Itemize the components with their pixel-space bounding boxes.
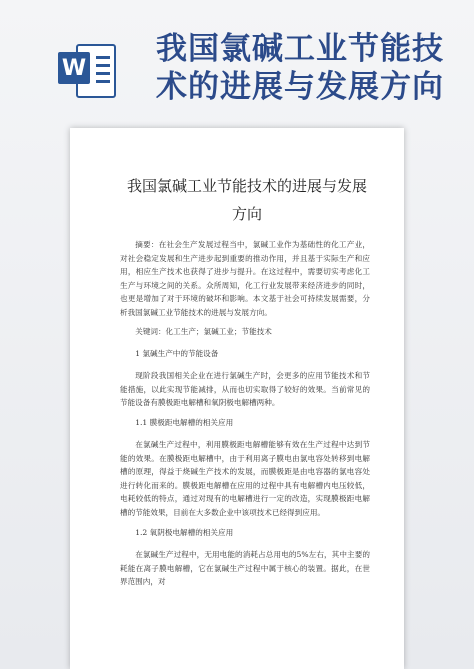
document-page <box>70 128 404 669</box>
section-1-heading: 1 氯碱生产中的节能设备 <box>135 349 219 358</box>
banner-title: 我国氯碱工业节能技术的进展与发展方向 <box>156 31 444 105</box>
header-banner <box>0 0 474 112</box>
word-document-icon <box>58 40 114 98</box>
section-1-2-heading: 1.2 氧阴极电解槽的相关应用 <box>135 528 234 537</box>
keywords-line: 关键词：化工生产；氯碱工业；节能技术 <box>135 327 272 336</box>
abstract-paragraph: 摘要：在社会生产发展过程当中，氯碱工业作为基础性的化工产业，对社会稳定发展和生产进步起到重要的推动作用，并且基于实际生产和应用，相应生产技术也获得了进步与提升。在这过程中，需要切实考虑化工生产与环境之间的关系。众所周知，化工行业发展带来经济进步的同时，也更是增加了对于环境的破坏和影响。本文基于社会可持续发展需要，分析我国氯碱工业节能技术的进展与发展方向。 <box>120 240 370 317</box>
word-badge: W <box>58 52 90 84</box>
section-1-1-paragraph: 在氯碱生产过程中，利用膜极距电解槽能够有效在生产过程中达到节能的效果。在膜极距电解槽中，由于利用离子膜电由氯电容处转移到电解槽的原理，得益于烧碱生产技术的发展，而膜极距是由电容器的氯电容处进行转化而来的。膜极距电解槽在应用的过程中具有电解槽内电压较低，电耗较低的特点，通过对现有的电解槽进行一定的改造，实现膜极距电解槽的节能效果，目前在大多数企业中该项技术已经得到应用。 <box>120 440 370 517</box>
document-title: 我国氯碱工业节能技术的进展与发展方向 <box>126 177 367 223</box>
section-1-2-paragraph: 在氯碱生产过程中，无用电能的消耗占总用电的5%左右，其中主要的耗能在离子膜电解槽，它在氯碱生产过程中属于核心的装置。据此，在世界范围内，对 <box>120 550 370 586</box>
section-1-paragraph: 现阶段我国相关企业在进行氯碱生产时，会更多的应用节能技术和节能措施，以此实现节能减排，从而也切实取得了较好的效果。当前常见的节能设备有膜极距电解槽和氧阴极电解槽两种。 <box>120 371 370 407</box>
section-1-1-heading: 1.1 膜极距电解槽的相关应用 <box>135 418 234 427</box>
